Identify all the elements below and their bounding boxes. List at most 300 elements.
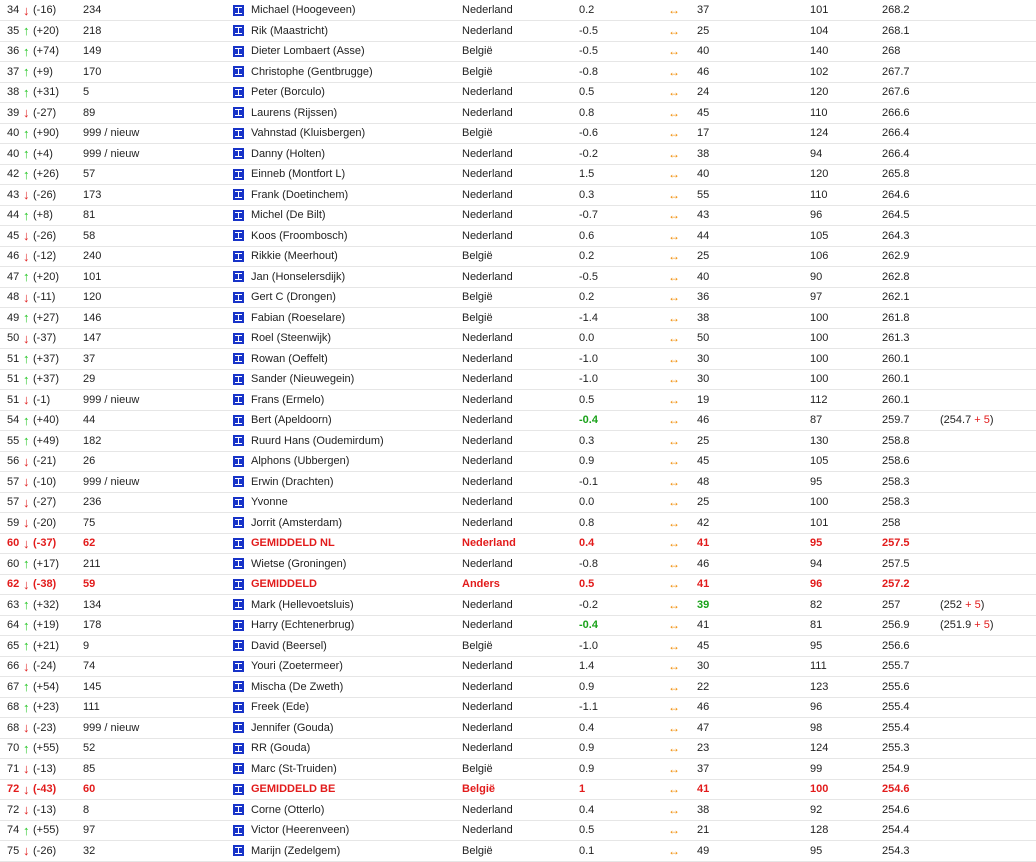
rank-cell: 50 — [7, 332, 20, 345]
arrow-up-icon: ↑ — [23, 64, 30, 80]
table-row — [0, 390, 1036, 411]
flag-icon-cell — [233, 246, 251, 267]
player-name[interactable]: Peter (Borculo) — [251, 86, 325, 99]
player-name[interactable]: Corne (Otterlo) — [251, 803, 325, 816]
swap-icon[interactable]: ↔ — [668, 802, 677, 817]
player-name[interactable]: Einneb (Montfort L) — [251, 168, 346, 181]
flag-icon-cell — [233, 779, 251, 800]
team-icon[interactable] — [233, 558, 244, 569]
player-name[interactable]: RR (Gouda) — [251, 742, 311, 755]
value-cell: -1.0 — [579, 373, 598, 386]
previous-rank: 999 / nieuw — [83, 147, 140, 160]
previous-rank: 240 — [83, 250, 102, 263]
table-row — [0, 697, 1036, 718]
rank-change: (-16) — [33, 4, 57, 16]
swap-icon-cell — [668, 103, 697, 124]
score-extra — [940, 369, 1036, 390]
score-extra — [940, 103, 1036, 124]
player-name[interactable]: Freek (Ede) — [251, 701, 310, 714]
stat-b: 96 — [810, 209, 823, 222]
team-icon[interactable] — [233, 702, 244, 713]
team-icon[interactable] — [233, 435, 244, 446]
team-icon[interactable] — [233, 148, 244, 159]
arrow-down-icon: ↓ — [23, 535, 30, 551]
score-extra — [940, 779, 1036, 800]
swap-icon[interactable]: ↔ — [668, 372, 677, 387]
value-cell: -0.4 — [579, 414, 598, 427]
team-icon[interactable] — [233, 476, 244, 487]
score: 256.9 — [882, 619, 910, 632]
arrow-up-icon: ↑ — [23, 43, 30, 59]
stat-a: 22 — [697, 680, 710, 693]
rank-cell: 54 — [7, 414, 20, 427]
player-name[interactable]: Ruurd Hans (Oudemirdum) — [251, 434, 384, 447]
rank-change: (+32) — [33, 598, 59, 611]
player-name[interactable]: Mischa (De Zweth) — [251, 680, 344, 693]
extra-close: ) — [980, 598, 985, 611]
team-icon[interactable] — [233, 251, 244, 262]
player-name[interactable]: Youri (Zoetermeer) — [251, 660, 343, 673]
score: 264.6 — [882, 188, 910, 201]
player-name[interactable]: Jennifer (Gouda) — [251, 721, 334, 734]
arrow-down-icon: ↓ — [23, 105, 30, 121]
rank-change: (+40) — [33, 414, 59, 427]
team-icon[interactable] — [233, 107, 244, 118]
value-cell: 0.4 — [579, 537, 595, 550]
team-icon[interactable] — [233, 517, 244, 528]
swap-icon[interactable]: ↔ — [668, 515, 677, 530]
swap-icon[interactable]: ↔ — [668, 331, 677, 346]
team-icon[interactable] — [233, 599, 244, 610]
score-extra — [940, 595, 1036, 616]
score-extra — [940, 82, 1036, 103]
player-name[interactable]: Frank (Doetinchem) — [251, 188, 349, 201]
player-name[interactable]: Bert (Apeldoorn) — [251, 414, 332, 427]
table-row — [0, 328, 1036, 349]
swap-icon[interactable]: ↔ — [668, 741, 677, 756]
stat-a: 41 — [697, 619, 710, 632]
team-icon[interactable] — [233, 681, 244, 692]
arrow-down-icon — [23, 513, 33, 534]
arrow-up-icon — [23, 205, 33, 226]
value-cell: 1.5 — [579, 168, 595, 181]
arrow-down-icon — [23, 287, 33, 308]
player-name[interactable]: Erwin (Drachten) — [251, 475, 334, 488]
team-icon[interactable] — [233, 538, 244, 549]
team-icon[interactable] — [233, 66, 244, 77]
swap-icon-cell — [668, 62, 697, 83]
player-name[interactable]: Michael (Hoogeveen) — [251, 4, 356, 16]
player-name[interactable]: Rikkie (Meerhout) — [251, 250, 338, 263]
team-icon[interactable] — [233, 825, 244, 836]
player-name[interactable]: Sander (Nieuwegein) — [251, 373, 355, 386]
swap-icon[interactable]: ↔ — [668, 44, 677, 59]
rank-cell: 55 — [7, 434, 20, 447]
player-name[interactable]: Dieter Lombaert (Asse) — [251, 45, 365, 58]
player-name[interactable]: Laurens (Rijssen) — [251, 106, 338, 119]
score-extra — [940, 636, 1036, 657]
table-row — [0, 738, 1036, 759]
swap-icon[interactable]: ↔ — [668, 454, 677, 469]
swap-icon-cell — [668, 205, 697, 226]
player-name[interactable]: Koos (Froombosch) — [251, 229, 348, 242]
stat-a: 25 — [697, 434, 710, 447]
arrow-up-icon — [23, 369, 33, 390]
value-cell: -1.1 — [579, 701, 598, 714]
stat-b: 102 — [810, 65, 829, 78]
rank-change: (+17) — [33, 557, 59, 570]
player-name[interactable]: Christophe (Gentbrugge) — [251, 65, 373, 78]
swap-icon-cell — [668, 574, 697, 595]
score-extra — [940, 554, 1036, 575]
rank-cell: 74 — [7, 824, 20, 837]
stat-b: 124 — [810, 127, 829, 140]
swap-icon[interactable]: ↔ — [668, 495, 677, 510]
team-icon[interactable] — [233, 394, 244, 405]
stat-a: 48 — [697, 475, 710, 488]
arrow-down-icon: ↓ — [23, 494, 30, 510]
swap-icon[interactable]: ↔ — [668, 823, 677, 838]
player-name[interactable]: Rik (Maastricht) — [251, 24, 329, 37]
previous-rank: 57 — [83, 168, 96, 181]
swap-icon[interactable]: ↔ — [668, 679, 677, 694]
team-icon[interactable] — [233, 5, 244, 16]
team-icon[interactable] — [233, 640, 244, 651]
swap-icon[interactable]: ↔ — [668, 64, 677, 79]
flag-icon-cell — [233, 144, 251, 165]
swap-icon[interactable]: ↔ — [668, 577, 677, 592]
swap-icon-cell — [668, 21, 697, 42]
flag-icon-cell — [233, 451, 251, 472]
arrow-up-icon — [23, 738, 33, 759]
swap-icon[interactable]: ↔ — [668, 536, 677, 551]
value-cell: 1 — [579, 783, 586, 796]
swap-icon[interactable]: ↔ — [668, 433, 677, 448]
previous-rank: 62 — [83, 537, 96, 550]
arrow-up-icon: ↑ — [23, 617, 30, 633]
arrow-down-icon — [23, 226, 33, 247]
swap-icon[interactable]: ↔ — [668, 782, 677, 797]
value-cell: 0.9 — [579, 680, 595, 693]
team-icon[interactable] — [233, 804, 244, 815]
value-cell: 0.0 — [579, 496, 595, 509]
arrow-up-icon — [23, 677, 33, 698]
team-icon[interactable] — [233, 456, 244, 467]
table-row — [0, 759, 1036, 780]
score-extra — [940, 410, 1036, 431]
rank-change: (-23) — [33, 721, 57, 734]
arrow-down-icon: ↓ — [23, 453, 30, 469]
player-name[interactable]: Alphons (Ubbergen) — [251, 455, 350, 468]
player-name[interactable]: GEMIDDELD — [251, 578, 317, 591]
swap-icon[interactable]: ↔ — [668, 700, 677, 715]
score-extra — [940, 123, 1036, 144]
rank-change: (+54) — [33, 680, 59, 693]
stat-b: 96 — [810, 701, 823, 714]
player-name[interactable]: Victor (Heerenveen) — [251, 824, 350, 837]
previous-rank: 32 — [83, 844, 96, 857]
rank-cell: 64 — [7, 619, 20, 632]
swap-icon[interactable]: ↔ — [668, 269, 677, 284]
swap-icon[interactable]: ↔ — [668, 167, 677, 182]
swap-icon[interactable]: ↔ — [668, 23, 677, 38]
rank-change: (+74) — [33, 45, 59, 58]
country: Nederland — [462, 680, 513, 693]
team-icon[interactable] — [233, 210, 244, 221]
rank-change: (+31) — [33, 86, 59, 99]
flag-icon-cell — [233, 656, 251, 677]
swap-icon[interactable]: ↔ — [668, 187, 677, 202]
flag-icon-cell — [233, 328, 251, 349]
table-row — [0, 615, 1036, 636]
swap-icon-cell — [668, 287, 697, 308]
country: Nederland — [462, 188, 513, 201]
swap-icon-cell — [668, 533, 697, 554]
stat-b: 94 — [810, 557, 823, 570]
swap-icon-cell — [668, 656, 697, 677]
arrow-up-icon: ↑ — [23, 166, 30, 182]
stat-a: 47 — [697, 721, 710, 734]
table-row — [0, 513, 1036, 534]
swap-icon[interactable]: ↔ — [668, 146, 677, 161]
player-name[interactable]: Vahnstad (Kluisbergen) — [251, 127, 366, 140]
team-icon[interactable] — [233, 312, 244, 323]
player-name[interactable]: GEMIDDELD NL — [251, 537, 335, 550]
score-extra — [940, 62, 1036, 83]
arrow-up-icon — [23, 410, 33, 431]
stat-a: 46 — [697, 701, 710, 714]
country: Nederland — [462, 557, 513, 570]
flag-icon-cell — [233, 410, 251, 431]
player-name[interactable]: Jan (Honselersdijk) — [251, 270, 346, 283]
score: 266.4 — [882, 127, 910, 140]
flag-icon-cell — [233, 369, 251, 390]
arrow-down-icon: ↓ — [23, 658, 30, 674]
team-icon[interactable] — [233, 333, 244, 344]
swap-icon[interactable]: ↔ — [668, 3, 677, 17]
table-row — [0, 636, 1036, 657]
arrow-down-icon: ↓ — [23, 802, 30, 818]
score: 257 — [882, 598, 901, 611]
flag-icon-cell — [233, 533, 251, 554]
team-icon[interactable] — [233, 46, 244, 57]
table-row — [0, 369, 1036, 390]
player-name[interactable]: Marc (St-Truiden) — [251, 762, 337, 775]
player-name[interactable]: GEMIDDELD BE — [251, 783, 336, 796]
rank-change: (-27) — [33, 106, 57, 119]
country: Nederland — [462, 414, 513, 427]
flag-icon-cell — [233, 472, 251, 493]
rank-change: (-43) — [33, 783, 57, 796]
swap-icon[interactable]: ↔ — [668, 474, 677, 489]
extra-bonus: + 5 — [965, 598, 981, 611]
score: 254.6 — [882, 803, 910, 816]
team-icon[interactable] — [233, 784, 244, 795]
country: België — [462, 45, 493, 58]
team-icon[interactable] — [233, 763, 244, 774]
team-icon[interactable] — [233, 845, 244, 856]
score-extra — [940, 451, 1036, 472]
score: 255.7 — [882, 660, 910, 673]
score: 258.3 — [882, 475, 910, 488]
team-icon[interactable] — [233, 271, 244, 282]
country: Nederland — [462, 209, 513, 222]
team-icon[interactable] — [233, 292, 244, 303]
score: 267.7 — [882, 65, 910, 78]
score-extra — [940, 21, 1036, 42]
stat-a: 45 — [697, 106, 710, 119]
value-cell: 0.5 — [579, 393, 595, 406]
stat-a: 38 — [697, 147, 710, 160]
player-name[interactable]: Jorrit (Amsterdam) — [251, 516, 343, 529]
team-icon[interactable] — [233, 230, 244, 241]
team-icon[interactable] — [233, 374, 244, 385]
swap-icon[interactable]: ↔ — [668, 85, 677, 100]
team-icon[interactable] — [233, 25, 244, 36]
value-cell: 0.8 — [579, 106, 595, 119]
swap-icon[interactable]: ↔ — [668, 413, 677, 428]
score-extra — [940, 820, 1036, 841]
score: 267.6 — [882, 86, 910, 99]
team-icon[interactable] — [233, 128, 244, 139]
team-icon[interactable] — [233, 579, 244, 590]
rank-change: (-37) — [33, 537, 57, 550]
team-icon[interactable] — [233, 87, 244, 98]
swap-icon-cell — [668, 349, 697, 370]
value-cell: -1.0 — [579, 639, 598, 652]
swap-icon[interactable]: ↔ — [668, 228, 677, 243]
score: 264.3 — [882, 229, 910, 242]
country: Nederland — [462, 496, 513, 509]
score-extra — [940, 574, 1036, 595]
score: 262.9 — [882, 250, 910, 263]
score-extra — [940, 328, 1036, 349]
country: België — [462, 250, 493, 263]
previous-rank: 146 — [83, 311, 102, 324]
swap-icon[interactable]: ↔ — [668, 556, 677, 571]
arrow-down-icon — [23, 246, 33, 267]
swap-icon[interactable]: ↔ — [668, 290, 677, 305]
previous-rank: 44 — [83, 414, 96, 427]
table-row-average — [0, 574, 1036, 595]
score: 268.2 — [882, 4, 910, 16]
country: Nederland — [462, 516, 513, 529]
team-icon[interactable] — [233, 353, 244, 364]
swap-icon[interactable]: ↔ — [668, 618, 677, 633]
swap-icon[interactable]: ↔ — [668, 126, 677, 141]
team-icon[interactable] — [233, 169, 244, 180]
player-name[interactable]: Rowan (Oeffelt) — [251, 352, 328, 365]
player-name[interactable]: Harry (Echtenerbrug) — [251, 619, 355, 632]
team-icon[interactable] — [233, 415, 244, 426]
player-name[interactable]: Marijn (Zedelgem) — [251, 844, 341, 857]
stat-b: 124 — [810, 742, 829, 755]
score: 261.8 — [882, 311, 910, 324]
rank-change: (-26) — [33, 229, 57, 242]
stat-b: 96 — [810, 578, 823, 591]
value-cell: -0.8 — [579, 557, 598, 570]
player-name[interactable]: Wietse (Groningen) — [251, 557, 347, 570]
swap-icon[interactable]: ↔ — [668, 843, 677, 858]
player-name[interactable]: Gert C (Drongen) — [251, 291, 336, 304]
swap-icon-cell — [668, 82, 697, 103]
stat-b: 94 — [810, 147, 823, 160]
table-row — [0, 656, 1036, 677]
score-extra — [940, 205, 1036, 226]
swap-icon[interactable]: ↔ — [668, 761, 677, 776]
team-icon[interactable] — [233, 743, 244, 754]
previous-rank: 218 — [83, 24, 102, 37]
swap-icon-cell — [668, 410, 697, 431]
previous-rank: 211 — [83, 557, 101, 570]
value-cell: 0.4 — [579, 721, 595, 734]
player-name[interactable]: David (Beersel) — [251, 639, 327, 652]
stat-a: 39 — [697, 598, 710, 611]
player-name[interactable]: Roel (Steenwijk) — [251, 332, 332, 345]
stat-a: 30 — [697, 373, 710, 386]
team-icon[interactable] — [233, 620, 244, 631]
swap-icon-cell — [668, 595, 697, 616]
player-name[interactable]: Yvonne — [251, 496, 288, 509]
value-cell: 0.0 — [579, 332, 595, 345]
country: Nederland — [462, 270, 513, 283]
player-name[interactable]: Fabian (Roeselare) — [251, 311, 346, 324]
team-icon[interactable] — [233, 722, 244, 733]
swap-icon-cell — [668, 841, 697, 862]
arrow-up-icon: ↑ — [23, 23, 30, 39]
rank-change: (-11) — [33, 291, 56, 304]
swap-icon[interactable]: ↔ — [668, 659, 677, 674]
country: België — [462, 127, 493, 140]
swap-icon[interactable]: ↔ — [668, 597, 677, 612]
team-icon[interactable] — [233, 661, 244, 672]
player-name[interactable]: Michel (De Bilt) — [251, 209, 326, 222]
rank-change: (+27) — [33, 311, 59, 324]
swap-icon[interactable]: ↔ — [668, 105, 677, 120]
flag-icon-cell — [233, 226, 251, 247]
stat-b: 100 — [810, 496, 829, 509]
value-cell: -0.1 — [579, 475, 598, 488]
swap-icon[interactable]: ↔ — [668, 720, 677, 735]
score-extra — [940, 492, 1036, 513]
swap-icon[interactable]: ↔ — [668, 638, 677, 653]
country: Nederland — [462, 455, 513, 468]
stat-b: 104 — [810, 24, 829, 37]
stat-a: 40 — [697, 168, 710, 181]
swap-icon[interactable]: ↔ — [668, 310, 677, 325]
swap-icon[interactable]: ↔ — [668, 351, 677, 366]
player-name[interactable]: Danny (Holten) — [251, 147, 325, 160]
swap-icon[interactable]: ↔ — [668, 392, 677, 407]
swap-icon[interactable]: ↔ — [668, 208, 677, 223]
score-extra — [940, 41, 1036, 62]
swap-icon-cell — [668, 759, 697, 780]
player-name[interactable]: Frans (Ermelo) — [251, 393, 325, 406]
stat-b: 111 — [810, 660, 827, 673]
extra-close: ) — [989, 414, 994, 427]
rank-change: (-13) — [33, 803, 57, 816]
team-icon[interactable] — [233, 497, 244, 508]
player-name[interactable]: Mark (Hellevoetsluis) — [251, 598, 354, 611]
score-extra — [940, 759, 1036, 780]
rank-cell: 70 — [7, 742, 20, 755]
team-icon[interactable] — [233, 189, 244, 200]
rank-cell: 42 — [7, 168, 20, 181]
swap-icon-cell — [668, 718, 697, 739]
country: Nederland — [462, 660, 513, 673]
swap-icon[interactable]: ↔ — [668, 249, 677, 264]
rank-cell: 48 — [7, 291, 20, 304]
